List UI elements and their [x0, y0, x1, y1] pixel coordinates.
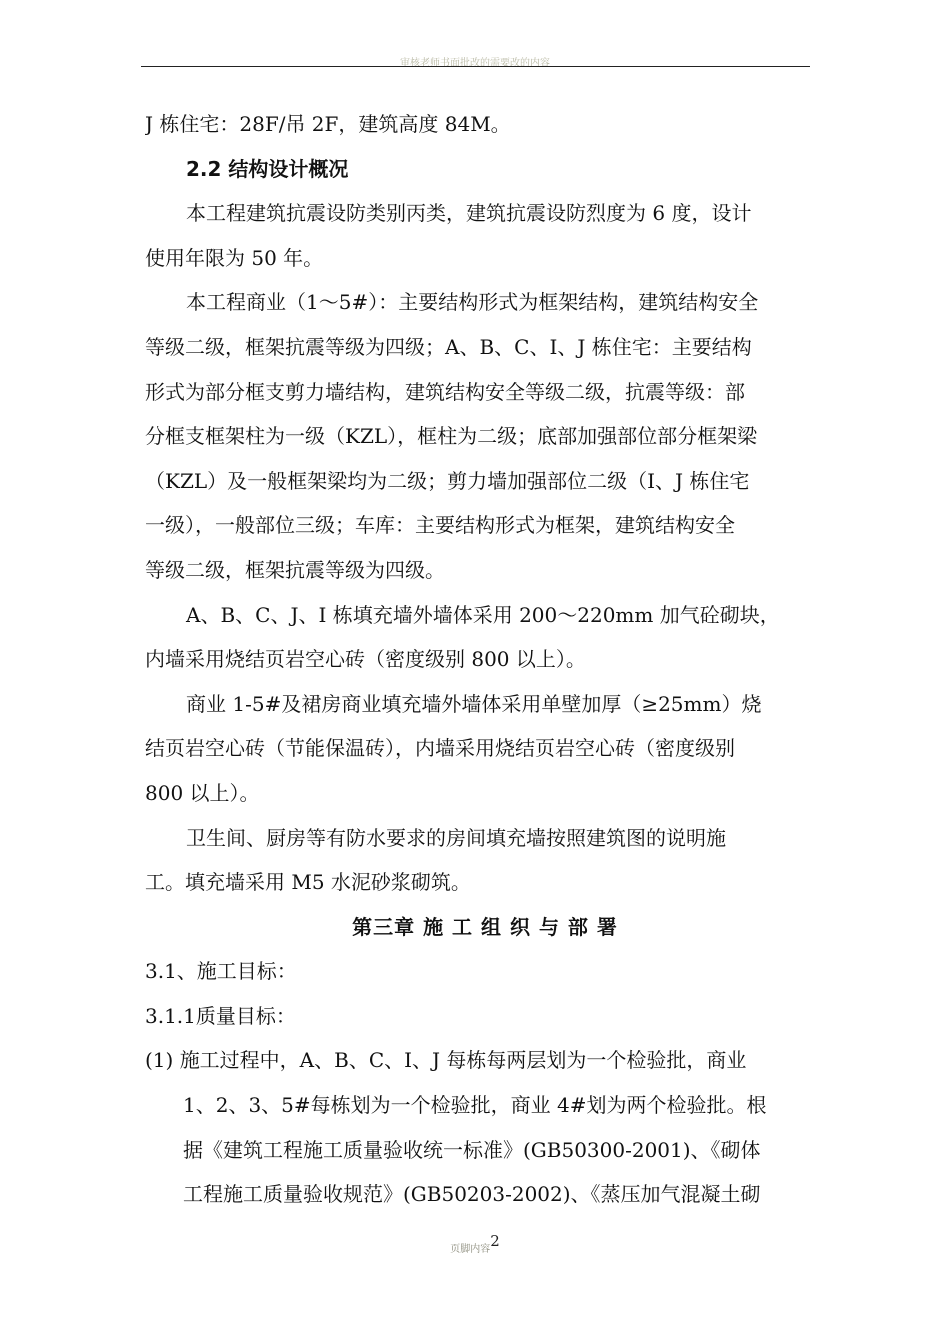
subsection-heading: 3.1、施工目标： [145, 959, 297, 984]
text-line: 1、2、3、5#每栋划为一个检验批，商业 4#划为两个检验批。根 [183, 1093, 767, 1118]
text-line: (1) 施工过程中，A、B、C、I、J 每栋每两层划为一个检验批，商业 [145, 1048, 747, 1073]
text-line: 结页岩空心砖（节能保温砖），内墙采用烧结页岩空心砖（密度级别 [145, 736, 735, 761]
text-line: A、B、C、J、I 栋填充墙外墙体采用 200～220mm 加气砼砌块， [186, 602, 780, 627]
text-line: 一级），一般部位三级；车库：主要结构形式为框架，建筑结构安全 [145, 513, 735, 538]
chapter-heading: 第三章 施 工 组 织 与 部 署 [352, 914, 618, 939]
text-line: 使用年限为 50 年。 [145, 245, 324, 270]
text-line: 内墙采用烧结页岩空心砖（密度级别 800 以上）。 [145, 647, 586, 672]
page-footer [0, 1232, 950, 1255]
text-line: 分框支框架柱为一级（KZL），框柱为二级；底部加强部位部分框架梁 [145, 424, 758, 449]
footer-label: 页脚内容 [450, 1244, 491, 1255]
document-body [145, 102, 815, 1217]
text-line: 等级二级，框架抗震等级为四级；A、B、C、I、J 栋住宅：主要结构 [145, 334, 752, 359]
text-line: 本工程商业（1～5#）：主要结构形式为框架结构，建筑结构安全 [186, 290, 759, 315]
text-line: 据《建筑工程施工质量验收统一标准》(GB50300-2001)、《砌体 [183, 1137, 761, 1162]
paragraph-residential-walls [145, 593, 815, 682]
text-line: 等级二级，框架抗震等级为四级。 [145, 557, 445, 582]
text-line: 工程施工质量验收规范》(GB50203-2002)、《蒸压加气混凝土砌 [183, 1182, 761, 1207]
page-number: 2 [490, 1232, 500, 1250]
subsection-heading: 3.1.1质量目标： [145, 1003, 296, 1028]
list-item-1 [145, 1038, 815, 1216]
text-line: 本工程建筑抗震设防类别丙类，建筑抗震设防烈度为 6 度，设计 [186, 201, 752, 226]
paragraph-waterproof-rooms [145, 816, 815, 905]
text-line: 形式为部分框支剪力墙结构，建筑结构安全等级二级，抗震等级：部 [145, 379, 745, 404]
text-line: 工。填充墙采用 M5 水泥砂浆砌筑。 [145, 870, 471, 895]
paragraph-seismic [145, 191, 815, 280]
paragraph-structure-form [145, 280, 815, 592]
text-line: 卫生间、厨房等有防水要求的房间填充墙按照建筑图的说明施 [186, 825, 726, 850]
section-heading: 2.2 结构设计概况 [186, 156, 349, 181]
header-rule [141, 66, 810, 67]
chapter-heading-block [145, 905, 815, 950]
subsection-quality-goals [145, 994, 815, 1039]
text-line: 商业 1-5#及裙房商业填充墙外墙体采用单壁加厚（≥25mm）烧 [186, 691, 762, 716]
text-line: （KZL）及一般框架梁均为二级；剪力墙加强部位二级（I、J 栋住宅 [145, 468, 750, 493]
page-header-text: 审核老师书面批改的需要改的内容 [400, 58, 550, 69]
subsection-goals [145, 949, 815, 994]
text-line: J 栋住宅：28F/吊 2F，建筑高度 84M。 [145, 112, 511, 136]
text-line: 800 以上）。 [145, 780, 260, 805]
paragraph-building-height [145, 102, 815, 147]
section-heading-structure [145, 147, 815, 192]
paragraph-commercial-walls [145, 682, 815, 816]
